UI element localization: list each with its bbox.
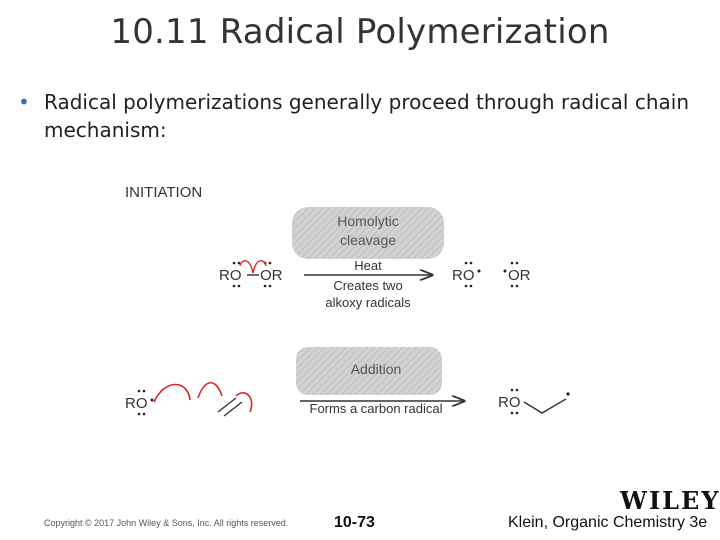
arrow-creates-label: Creates two [333,278,403,293]
arrow-alkoxy-label: alkoxy radicals [325,295,411,310]
slide-number: 10-73 [334,514,375,531]
bullet-text: Radical polymerizations generally proceed through radical chain mechanism: [44,90,689,142]
bubble-cleavage-text: cleavage [339,232,397,248]
publisher-logo: WILEY [620,486,720,515]
alkene-bond-2 [224,402,242,416]
arrow-heat-label: Heat [354,258,382,273]
carbon-radical-dot [566,392,569,395]
reactant2-ro-radical: RO [125,395,148,412]
reactant-or: OR [260,267,283,284]
fishhook-arrow-addition-1 [154,385,190,403]
slide-title: 10.11 Radical Polymerization [110,12,610,52]
product-ro-radical: RO [452,267,475,284]
bubble-homolytic-text: Homolytic [337,213,399,229]
bullet-marker: • [18,90,30,114]
copyright-text: Copyright © 2017 John Wiley & Sons, Inc. All rights reserved. [44,518,289,528]
reactant-ro: RO [219,267,242,284]
fishhook-arrow-left [240,261,253,273]
initiation-label: INITIATION [125,184,203,201]
fishhook-arrow-addition-2 [198,383,222,398]
bubble-addition-text: Addition [350,361,402,377]
textbook-credit: Klein, Organic Chemistry 3e [508,514,708,531]
product-or-radical: OR [508,267,531,284]
product2-ro: RO [498,394,521,411]
fishhook-arrow-addition-3 [236,393,252,412]
product2-chain [524,399,566,413]
alkene-bond-1 [218,398,236,412]
arrow-carbon-radical-label: Forms a carbon radical [309,401,443,416]
